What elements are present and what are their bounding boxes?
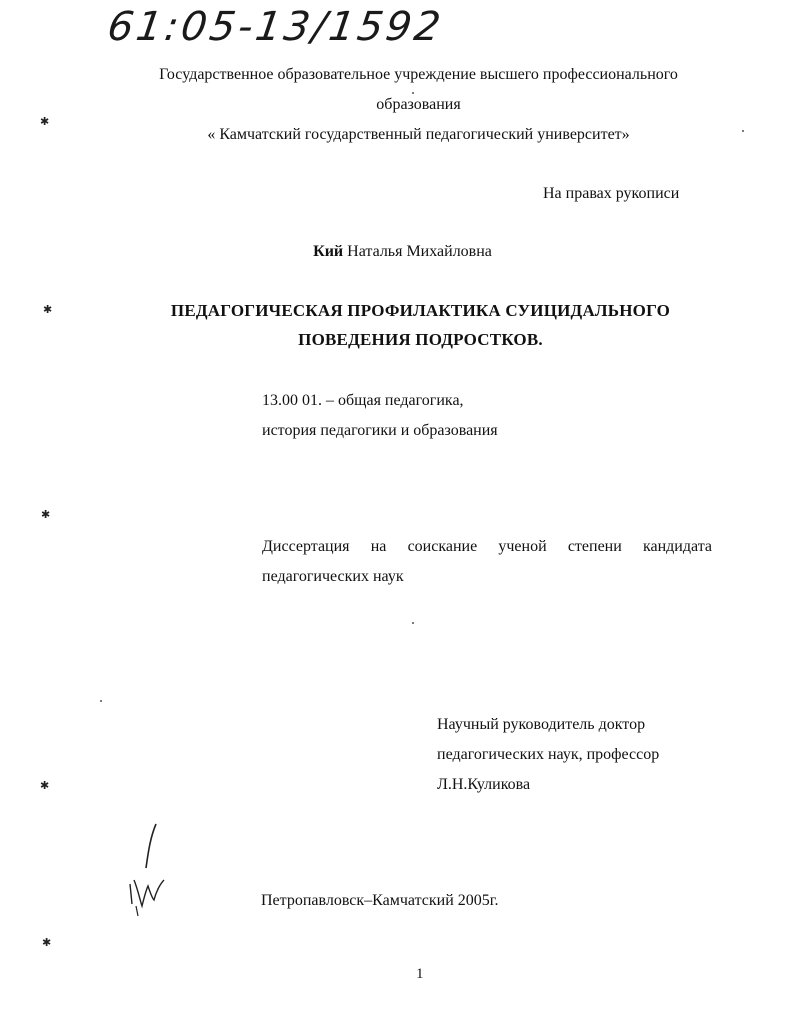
specialty-line-2: история педагогики и образования: [262, 422, 498, 439]
author-given-name: Наталья Михайловна: [347, 243, 492, 260]
thesis-title-line-1: ПЕДАГОГИЧЕСКАЯ ПРОФИЛАКТИКА СУИЦИДАЛЬНОГО: [170, 301, 671, 320]
handwritten-catalog-code: 61:05-13/1592: [104, 4, 447, 50]
dissertation-word: степени: [567, 538, 622, 555]
dissertation-word: соискание: [407, 538, 478, 555]
supervisor-line-2: педагогических наук, профессор: [437, 746, 660, 763]
scan-speck: [742, 130, 744, 132]
dissertation-word: кандидата: [642, 538, 712, 555]
page-number: 1: [416, 966, 424, 982]
binding-mark-icon: ✱: [43, 303, 53, 316]
supervisor-line-3: Л.Н.Куликова: [437, 776, 531, 793]
dissertation-word: Диссертация: [262, 538, 350, 555]
dissertation-line-1: [262, 538, 712, 556]
binding-mark-icon: ✱: [40, 779, 50, 792]
binding-mark-icon: ✱: [41, 508, 51, 521]
scan-speck: [412, 92, 414, 94]
dissertation-word: на: [370, 538, 387, 555]
dissertation-line-2: педагогических наук: [262, 568, 404, 585]
binding-mark-icon: ✱: [42, 936, 52, 949]
scan-speck: [412, 622, 414, 624]
institution-line-3: « Камчатский государственный педагогический университет»: [207, 126, 630, 143]
supervisor-line-1: Научный руководитель доктор: [437, 716, 646, 733]
dissertation-word: ученой: [498, 538, 547, 555]
binding-mark-icon: ✱: [40, 115, 50, 128]
rights-note: На правах рукописи: [543, 185, 680, 202]
author-surname: Кий: [313, 243, 344, 260]
place-and-year: Петропавловск–Камчатский 2005г.: [261, 892, 499, 909]
handwritten-signature-mark: [120, 820, 180, 920]
specialty-line-1: 13.00 01. – общая педагогика,: [262, 392, 464, 409]
institution-line-1: Государственное образовательное учреждение высшего профессионального: [159, 66, 678, 83]
scan-speck: [100, 700, 102, 702]
thesis-title-line-2: ПОВЕДЕНИЯ ПОДРОСТКОВ.: [298, 330, 543, 349]
institution-line-2: образования: [376, 96, 461, 113]
author-name: [6, 243, 793, 261]
